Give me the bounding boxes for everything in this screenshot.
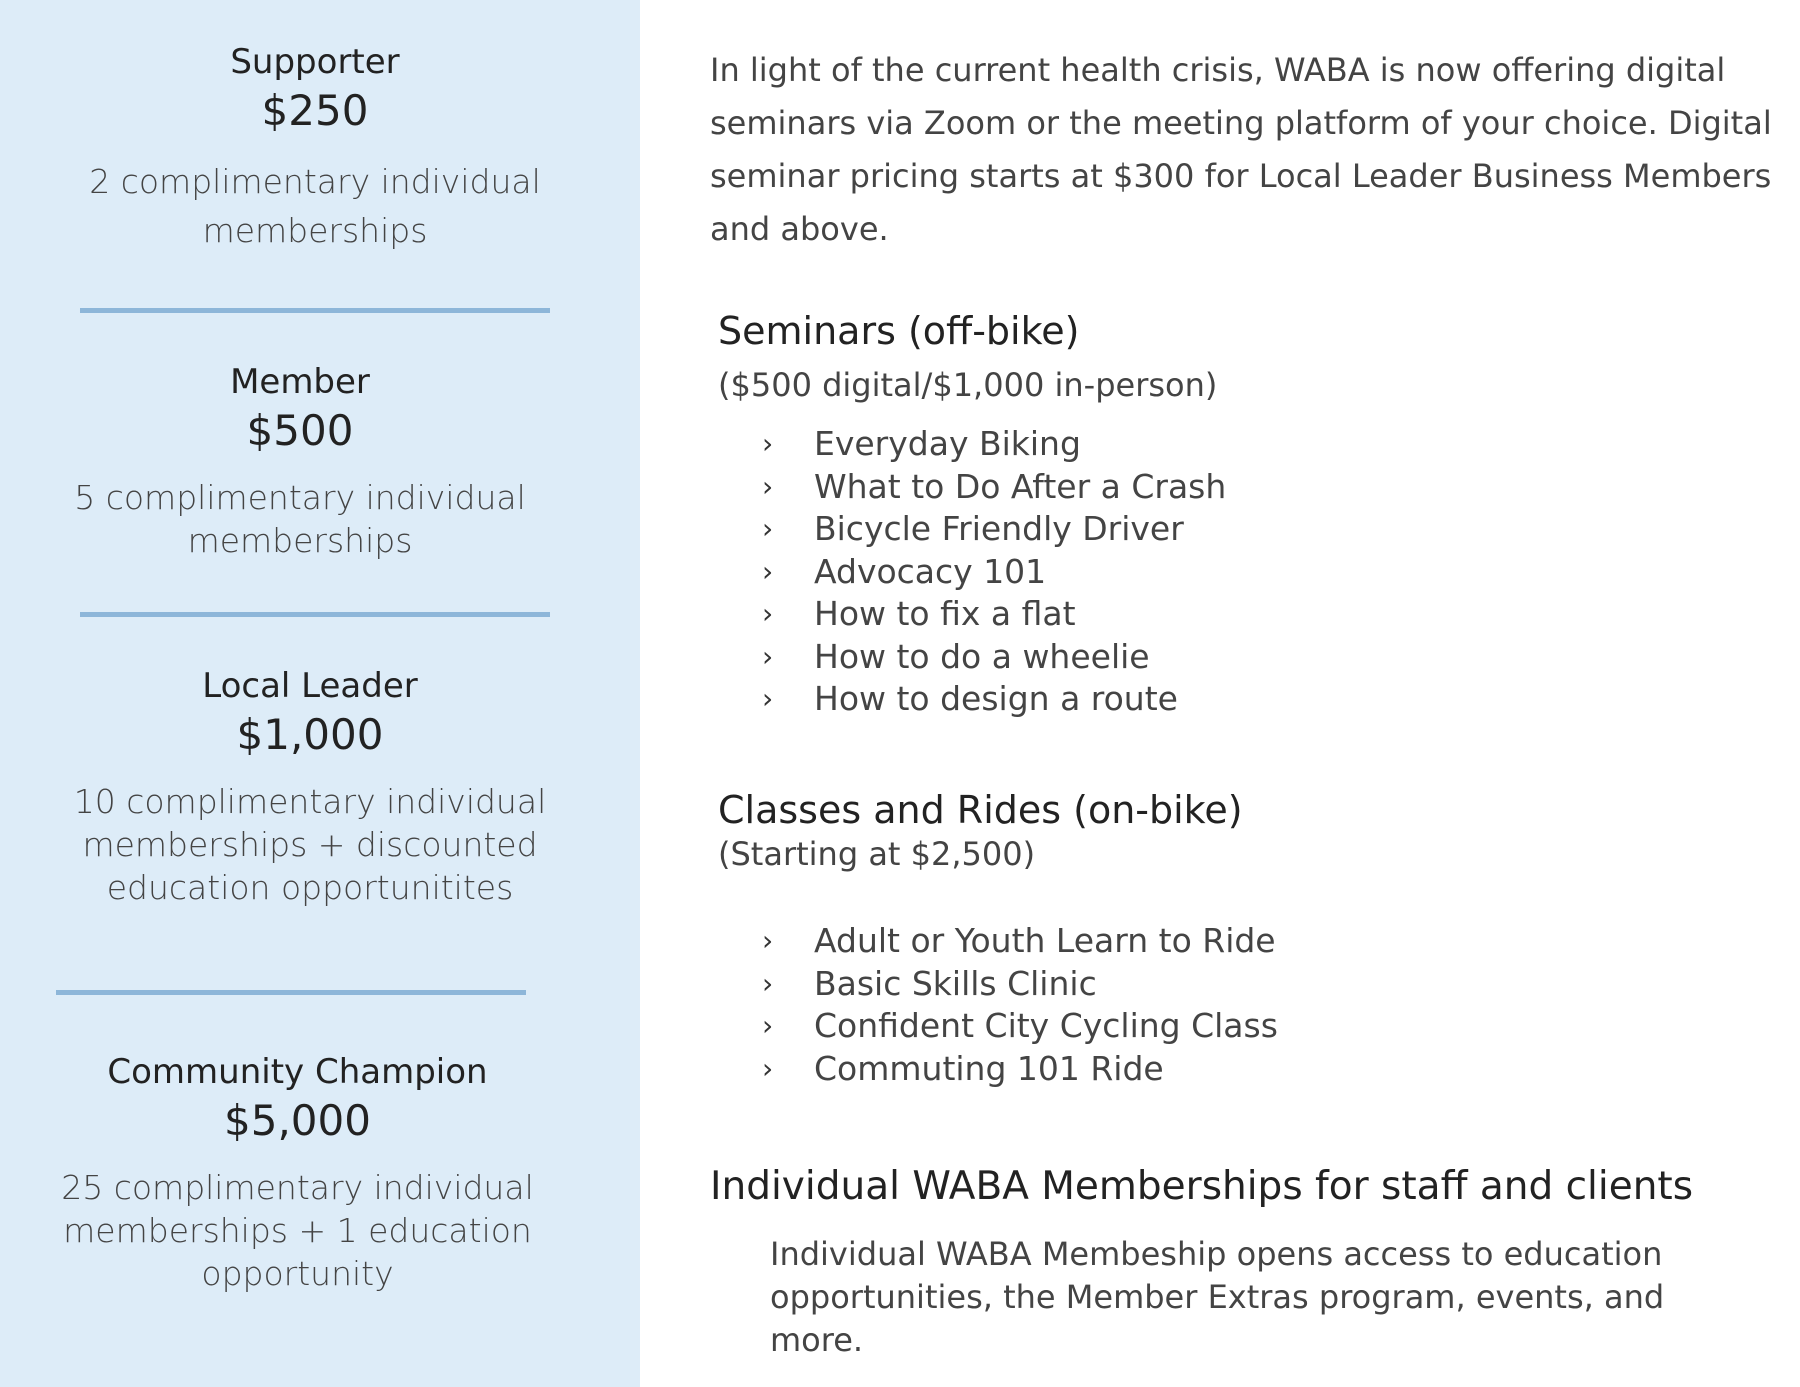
tier-description-line: memberships — [202, 211, 428, 250]
seminars-price: ($500 digital/$1,000 in-person) — [718, 366, 1218, 404]
classes-list — [762, 920, 1462, 1090]
list-item-text: How to design a route — [814, 679, 1178, 718]
seminars-heading: Seminars (off-bike) — [718, 309, 1080, 353]
tier-description-line: 25 complimentary individual — [61, 1168, 534, 1207]
chevron-right-icon: › — [762, 469, 774, 503]
chevron-right-icon: › — [762, 924, 774, 957]
tier-description-line: 5 complimentary individual — [74, 478, 526, 517]
chevron-right-icon: › — [762, 682, 774, 715]
tier-name: Community Champion — [107, 1052, 488, 1092]
list-item — [762, 920, 1462, 963]
tier-description — [60, 476, 540, 562]
tier-divider — [56, 990, 526, 995]
list-item-text: Commuting 101 Ride — [814, 1048, 1164, 1088]
seminars-list — [762, 423, 1462, 721]
tier-description — [60, 160, 570, 252]
list-item — [762, 1048, 1462, 1091]
list-item — [762, 593, 1462, 636]
tier-name: Supporter — [230, 42, 400, 82]
memberships-description: Individual WABA Membeship opens access to education opportunities, the Member Extras program, events, and more. — [770, 1235, 1665, 1359]
tier-price: $250 — [261, 86, 369, 135]
tier-description-line: memberships + discounted — [82, 825, 538, 864]
education-offerings — [640, 0, 1800, 1387]
tier-description — [60, 780, 560, 909]
tier-price: $1,000 — [236, 710, 384, 759]
chevron-right-icon: › — [762, 639, 774, 673]
tier-supporter — [60, 40, 570, 252]
list-item — [762, 508, 1462, 551]
chevron-right-icon: › — [762, 512, 774, 545]
tier-description-line: memberships — [187, 521, 413, 560]
chevron-right-icon: › — [762, 554, 774, 588]
list-item-text: Advocacy 101 — [814, 551, 1047, 591]
tier-description-line: memberships + 1 education — [63, 1211, 532, 1250]
tier-local-leader — [60, 664, 560, 909]
list-item — [762, 636, 1462, 679]
list-item-text: How to do a wheelie — [814, 636, 1150, 676]
memberships-heading: Individual WABA Memberships for staff and clients — [710, 1164, 1694, 1209]
tier-divider — [80, 308, 550, 313]
list-item — [762, 423, 1462, 466]
list-item — [762, 551, 1462, 594]
chevron-right-icon: › — [762, 966, 774, 1000]
tier-description-line: opportunity — [201, 1254, 394, 1293]
tier-community-champion — [40, 1050, 555, 1295]
tier-description-line: 10 complimentary individual — [73, 782, 547, 821]
list-item — [762, 678, 1462, 721]
list-item-text: What to Do After a Crash — [814, 466, 1227, 506]
tier-divider — [80, 612, 550, 617]
intro-paragraph: In light of the current health crisis, WABA is now offering digital seminars via Zoom or the meeting platform of your choice. Digital seminar pricing starts at $300 for Local Leader Business Members and above. — [710, 51, 1772, 248]
list-item-text: How to fix a flat — [814, 594, 1076, 633]
classes-heading: Classes and Rides (on-bike) — [718, 788, 1243, 832]
list-item-text: Confident City Cycling Class — [814, 1006, 1278, 1045]
chevron-right-icon: › — [762, 597, 774, 630]
chevron-right-icon: › — [762, 1009, 774, 1042]
list-item-text: Bicycle Friendly Driver — [814, 509, 1184, 548]
list-item — [762, 466, 1462, 509]
tier-price: $5,000 — [224, 1096, 371, 1145]
list-item-text: Adult or Youth Learn to Ride — [814, 921, 1276, 960]
membership-tiers-sidebar — [0, 0, 640, 1387]
list-item — [762, 963, 1462, 1006]
tier-description-line: 2 complimentary individual — [89, 162, 541, 201]
tier-description — [40, 1166, 555, 1295]
list-item-text: Basic Skills Clinic — [814, 963, 1097, 1003]
list-item-text: Everyday Biking — [814, 424, 1081, 463]
tier-description-line: education opportunitites — [106, 868, 514, 907]
tier-member — [60, 360, 540, 562]
list-item — [762, 1005, 1462, 1048]
chevron-right-icon: › — [762, 1051, 774, 1085]
tier-name: Local Leader — [202, 666, 418, 706]
tier-price: $500 — [246, 406, 354, 455]
chevron-right-icon: › — [762, 427, 774, 460]
classes-price: (Starting at $2,500) — [718, 835, 1036, 873]
tier-name: Member — [230, 362, 370, 402]
